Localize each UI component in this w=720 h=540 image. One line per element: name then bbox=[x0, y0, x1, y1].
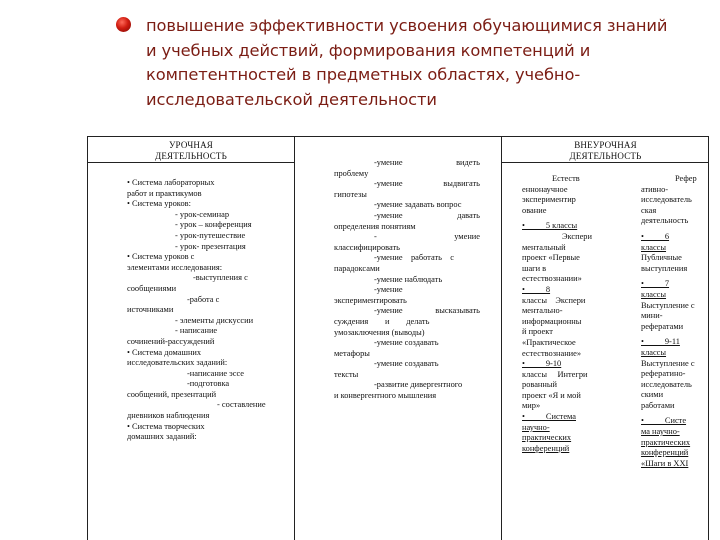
text-line: метафоры bbox=[334, 348, 370, 358]
text-line: Публичные bbox=[641, 253, 682, 263]
text-line: -работа с bbox=[187, 294, 220, 304]
text-line: естествознание» bbox=[522, 348, 582, 358]
reports-column bbox=[641, 174, 709, 469]
text-line: рефератами bbox=[641, 321, 684, 331]
text-line: деятельность bbox=[641, 216, 689, 226]
text-line: Естеств bbox=[552, 174, 580, 183]
text-line: -умение bbox=[374, 285, 403, 295]
header-divider bbox=[501, 162, 709, 163]
text-line: Экспери bbox=[562, 231, 592, 241]
text-line: проект «Я и мой bbox=[522, 390, 581, 400]
text-line: • 8 bbox=[522, 284, 551, 294]
text-line: практических bbox=[522, 433, 572, 443]
text-line: шаги в bbox=[522, 263, 547, 273]
text-line: -умение задавать вопрос bbox=[374, 200, 462, 210]
text-line: Рефер bbox=[675, 174, 697, 183]
text-line: проблему bbox=[334, 168, 369, 178]
text-line: • Система bbox=[522, 412, 576, 422]
text-line: элементами исследования: bbox=[127, 262, 223, 272]
text-line: работ и практикумов bbox=[127, 188, 202, 198]
text-line: ментально- bbox=[522, 306, 563, 316]
text-line: и конвергентного мышления bbox=[334, 391, 437, 401]
text-line: й проект bbox=[522, 327, 553, 337]
text-line: • 9-10 bbox=[522, 359, 562, 369]
text-line: источниками bbox=[127, 305, 174, 315]
column-divider bbox=[294, 137, 295, 540]
text-line: работами bbox=[641, 400, 675, 410]
text-line: ма научно- bbox=[641, 427, 680, 437]
text-line: • 9-11 bbox=[641, 337, 680, 347]
text-line: сочинений-рассуждений bbox=[127, 336, 215, 346]
text-line: тексты bbox=[334, 369, 359, 379]
text-line: умозаключения (выводы) bbox=[334, 327, 425, 337]
text-line: Выступление с bbox=[641, 358, 695, 368]
skills-column bbox=[334, 158, 480, 402]
text-line: • 5 классы bbox=[522, 221, 578, 231]
header-divider bbox=[88, 162, 294, 163]
text-line: «Шаги в ХХI bbox=[641, 458, 689, 468]
text-line: -умение работать с bbox=[374, 253, 455, 263]
text-line: парадоксами bbox=[334, 263, 380, 273]
text-line: -умение создавать bbox=[374, 359, 439, 369]
text-line: классифицировать bbox=[334, 242, 400, 252]
text-line: -написание эссе bbox=[187, 368, 245, 378]
text-line: сообщениями bbox=[127, 283, 177, 293]
text-line: -подготовка bbox=[187, 379, 230, 389]
text-line: ская bbox=[641, 205, 657, 215]
column-divider bbox=[501, 137, 502, 540]
text-line: классы Экспери bbox=[522, 295, 586, 305]
text-line: проект «Первые bbox=[522, 253, 580, 263]
text-line: -умение видеть bbox=[374, 158, 480, 167]
text-line: -развитие дивергентного bbox=[374, 380, 463, 390]
text-line: определения понятиям bbox=[334, 221, 416, 231]
text-line: • Система уроков с bbox=[127, 252, 195, 262]
text-line: ование bbox=[522, 205, 547, 215]
text-line: экспериментир bbox=[522, 195, 576, 205]
text-line: - урок – конференция bbox=[175, 220, 252, 230]
text-line: скими bbox=[641, 390, 664, 400]
text-line: - урок-семинар bbox=[175, 209, 230, 219]
text-line: - умение bbox=[374, 232, 480, 242]
heading-line: повышение эффективности усвоения обучающимися знаний bbox=[146, 16, 668, 35]
text-line: - урок-путешествие bbox=[175, 230, 246, 240]
activity-table bbox=[87, 136, 709, 540]
text-line: • 7 bbox=[641, 279, 670, 289]
text-line: -умение наблюдать bbox=[374, 274, 443, 284]
text-line: выступления bbox=[641, 263, 688, 273]
text-line: дневников наблюдения bbox=[127, 411, 210, 421]
text-line: исследователь bbox=[641, 379, 692, 389]
text-line: классы bbox=[641, 242, 667, 252]
text-line: конференций bbox=[522, 443, 570, 453]
slide-heading bbox=[146, 14, 716, 112]
vneurochnaya-header: ВНЕУРОЧНАЯ ДЕЯТЕЛЬНОСТЬ bbox=[569, 140, 642, 161]
text-line: • Систе bbox=[641, 416, 687, 426]
text-line: рефератино- bbox=[641, 369, 686, 379]
text-line: • Система лабораторных bbox=[127, 178, 215, 187]
urochnaya-column bbox=[127, 178, 291, 443]
text-line: сообщений, презентаций bbox=[127, 389, 217, 399]
bullet-icon bbox=[116, 17, 131, 32]
text-line: информационны bbox=[522, 316, 582, 326]
text-line: исследователь bbox=[641, 195, 692, 205]
text-line: • 6 bbox=[641, 231, 670, 241]
heading-line: исследовательской деятельности bbox=[146, 89, 437, 109]
text-line: - элементы дискуссии bbox=[175, 315, 254, 325]
text-line: Выступление с bbox=[641, 300, 695, 310]
text-line: - урок- презентация bbox=[175, 241, 246, 251]
text-line: еннонаучное bbox=[522, 184, 568, 194]
experiments-column bbox=[522, 174, 608, 454]
text-line: научно- bbox=[522, 422, 550, 432]
heading-line: компетентностей в предметных областях, учебно- bbox=[146, 65, 581, 84]
text-line: -умение выдвигать bbox=[374, 179, 480, 189]
text-line: • Система творческих bbox=[127, 421, 205, 431]
text-line: • Система уроков: bbox=[127, 199, 191, 209]
text-line: ативно- bbox=[641, 184, 669, 194]
text-line: -выступления с bbox=[193, 273, 248, 283]
text-line: -умение создавать bbox=[374, 338, 439, 348]
text-line: ментальный bbox=[522, 242, 566, 252]
text-line: мини- bbox=[641, 311, 663, 321]
text-line: практических bbox=[641, 437, 691, 447]
urochnaya-header: УРОЧНАЯ ДЕЯТЕЛЬНОСТЬ bbox=[155, 140, 227, 161]
text-line: рованный bbox=[522, 380, 558, 390]
text-line: классы bbox=[641, 289, 667, 299]
text-line: - составление bbox=[217, 400, 266, 410]
text-line: «Практическое bbox=[522, 337, 576, 347]
text-line: мир» bbox=[522, 401, 541, 411]
text-line: гипотезы bbox=[334, 189, 367, 199]
text-line: классы bbox=[641, 347, 667, 357]
text-line: классы Интегри bbox=[522, 369, 588, 379]
heading-line: и учебных действий, формирования компетенций и bbox=[146, 40, 591, 60]
text-line: -умение высказывать bbox=[374, 306, 480, 316]
text-line: -умение давать bbox=[374, 210, 480, 220]
text-line: конференций bbox=[641, 448, 689, 458]
text-line: • Система домашних bbox=[127, 347, 202, 357]
text-line: исследовательских заданий: bbox=[127, 358, 228, 368]
text-line: экспериментировать bbox=[334, 295, 407, 305]
text-line: - написание bbox=[175, 326, 218, 336]
text-line: суждения и делать bbox=[334, 316, 430, 326]
text-line: естествознании» bbox=[522, 274, 582, 284]
text-line: домашних заданий: bbox=[127, 432, 197, 442]
